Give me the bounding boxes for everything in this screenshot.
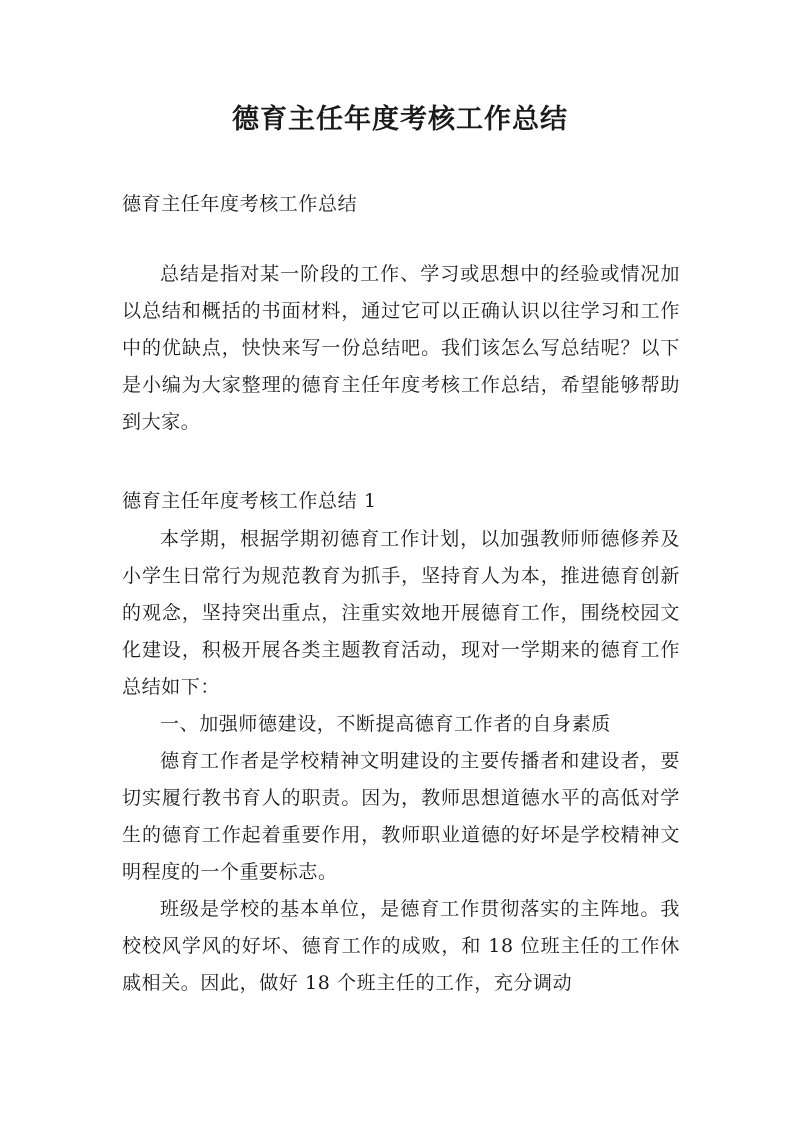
paragraph-4: 班级是学校的基本单位，是德育工作贯彻落实的主阵地。我校校风学风的好坏、德育工作的成败，和 18 位班主任的工作休戚相关。因此，做好 18 个班主任的工作，充分调动 (122, 898, 680, 994)
document-title: 德育主任年度考核工作总结 (232, 104, 568, 135)
paragraph-3: 德育工作者是学校精神文明建设的主要传播者和建设者，要切实履行教书育人的职责。因为，教师思想道德水平的高低对学生的德育工作起着重要作用，教师职业道德的好坏是学校精神文明程度的一个重要标志。 (122, 750, 680, 883)
section-heading: 德育主任年度考核工作总结 1 (122, 490, 377, 512)
section-heading-block (122, 483, 680, 520)
document-subtitle (122, 186, 680, 223)
article-body (122, 521, 680, 1002)
intro-block (122, 256, 680, 441)
paragraph-2-heading: 一、加强师德建设，不断提高德育工作者的自身素质 (160, 713, 611, 735)
intro-paragraph: 总结是指对某一阶段的工作、学习或思想中的经验或情况加以总结和概括的书面材料，通过它可以正确认识以往学习和工作中的优缺点，快快来写一份总结吧。我们该怎么写总结呢？以下是小编为大家整理的德育主任年度考核工作总结，希望能够帮助到大家。 (122, 263, 680, 433)
paragraph-1: 本学期，根据学期初德育工作计划，以加强教师师德修养及小学生日常行为规范教育为抓手，坚持育人为本，推进德育创新的观念，坚持突出重点，注重实效地开展德育工作，围绕校园文化建设，积极开展各类主题教育活动，现对一学期来的德育工作总结如下： (122, 528, 680, 698)
subtitle-text: 德育主任年度考核工作总结 (122, 193, 358, 215)
